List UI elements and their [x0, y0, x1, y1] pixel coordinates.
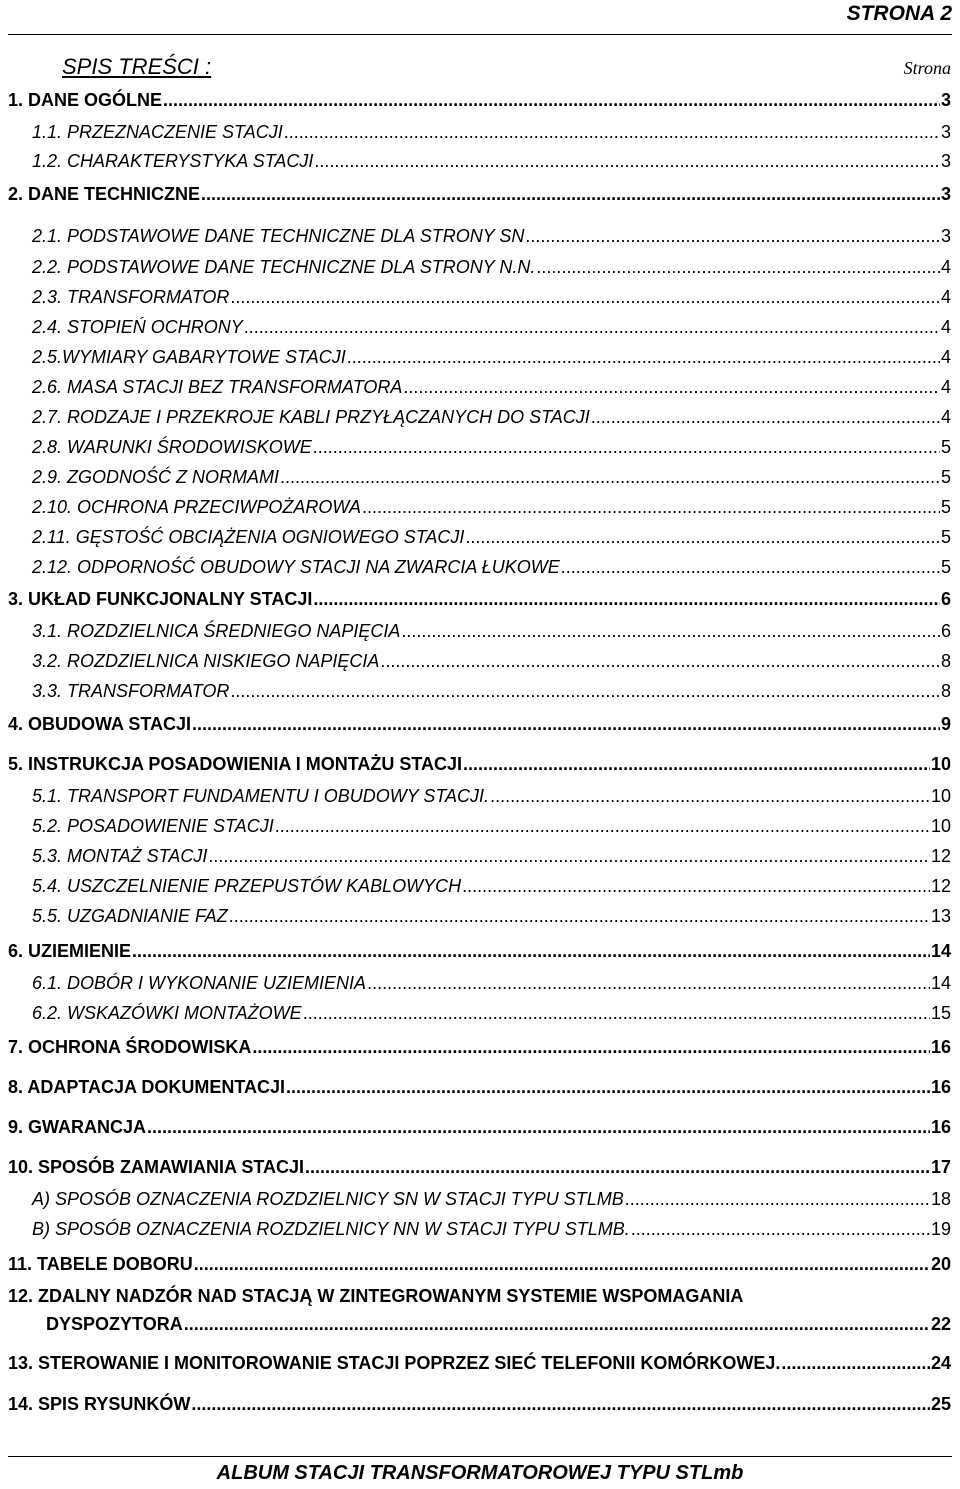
toc-entry-label: 10. SPOSÓB ZAMAWIANIA STACJI — [8, 1157, 305, 1177]
header-page-number: STRONA 2 — [846, 2, 952, 25]
toc-entry[interactable] — [8, 1352, 951, 1374]
toc-entry[interactable] — [32, 905, 951, 927]
toc-entry-label: 3.2. ROZDZIELNICA NISKIEGO NAPIĘCIA — [32, 651, 380, 671]
toc-entry[interactable] — [32, 121, 951, 143]
toc-entry[interactable] — [8, 1253, 951, 1275]
toc-entry-leader — [244, 316, 940, 338]
toc-entry-page: 4 — [940, 407, 951, 427]
toc-entry-label: 2.3. TRANSFORMATOR — [32, 287, 230, 307]
toc-entry-leader — [252, 1036, 930, 1058]
toc-entry[interactable] — [8, 1076, 951, 1098]
toc-entry-page: 13 — [930, 906, 951, 926]
toc-entry-leader — [229, 905, 930, 927]
toc-entry[interactable] — [8, 588, 951, 610]
toc-entry-leader — [208, 845, 930, 867]
toc-entry-page: 8 — [940, 651, 951, 671]
toc-entry-leader — [163, 89, 940, 111]
toc-entry[interactable] — [32, 815, 951, 837]
toc-entry-label: B) SPOSÓB OZNACZENIA ROZDZIELNICY NN W STACJI TYPU STLMB. — [32, 1219, 630, 1239]
toc-entry-label: 2.8. WARUNKI ŚRODOWISKOWE — [32, 437, 312, 457]
toc-entry-leader — [401, 620, 940, 642]
toc-entry[interactable] — [32, 556, 951, 578]
toc-entry-page: 10 — [930, 786, 951, 806]
toc-entry-leader — [303, 1002, 930, 1024]
footer-title: ALBUM STACJI TRANSFORMATOROWEJ TYPU STLmb — [216, 1462, 744, 1484]
toc-entry[interactable] — [32, 225, 951, 247]
toc-entry-label: 1.2. CHARAKTERYSTYKA STACJI — [32, 151, 314, 171]
toc-entry-label: 2. DANE TECHNICZNE — [8, 184, 201, 204]
toc-entry-leader — [194, 1253, 930, 1275]
toc-entry[interactable] — [32, 972, 951, 994]
toc-entry-leader — [403, 376, 940, 398]
toc-entry-leader — [362, 496, 940, 518]
toc-entry-label: 7. OCHRONA ŚRODOWISKA — [8, 1037, 252, 1057]
toc-entry-label: 2.11. GĘSTOŚĆ OBCIĄŻENIA OGNIOWEGO STACJI — [32, 527, 465, 547]
toc-entry-leader — [536, 256, 940, 278]
toc-entry-label: 4. OBUDOWA STACJI — [8, 714, 192, 734]
toc-entry-leader — [313, 436, 940, 458]
toc-entry-label: DYSPOZYTORA — [46, 1314, 183, 1334]
toc-entry-label: 2.1. PODSTAWOWE DANE TECHNICZNE DLA STRONY SN — [32, 226, 525, 246]
toc-entry-label: 2.7. RODZAJE I PRZEKROJE KABLI PRZYŁĄCZANYCH DO STACJI — [32, 407, 590, 427]
toc-entry[interactable] — [8, 1156, 951, 1178]
toc-entry-page: 5 — [940, 527, 951, 547]
toc-entry[interactable] — [8, 1393, 951, 1415]
footer-rule — [8, 1456, 952, 1457]
toc-entry-leader — [380, 650, 940, 672]
toc-entry-page: 4 — [940, 287, 951, 307]
toc-entry-leader — [591, 406, 940, 428]
toc-entry-leader — [367, 972, 930, 994]
toc-entry-label: 3.3. TRANSFORMATOR — [32, 681, 230, 701]
toc-entry-label: 5.3. MONTAŻ STACJI — [32, 846, 208, 866]
toc-entry[interactable] — [8, 1036, 951, 1058]
toc-entry-page: 5 — [940, 467, 951, 487]
toc-entry-page: 9 — [940, 714, 951, 734]
toc-entry-page: 4 — [940, 347, 951, 367]
toc-entry-label: 12. ZDALNY NADZÓR NAD STACJĄ W ZINTEGROWANYM SYSTEMIE WSPOMAGANIA — [8, 1286, 744, 1306]
toc-entry-leader — [465, 526, 940, 548]
toc-entry[interactable] — [32, 286, 951, 308]
toc-entry-page: 4 — [940, 317, 951, 337]
toc-entry-label: 2.12. ODPORNOŚĆ OBUDOWY STACJI NA ZWARCIA ŁUKOWE — [32, 557, 560, 577]
toc-entry-label: 5.1. TRANSPORT FUNDAMENTU I OBUDOWY STACJI. — [32, 786, 490, 806]
toc-entry-page: 20 — [930, 1254, 951, 1274]
toc-entry-leader — [230, 680, 940, 702]
toc-entry[interactable] — [32, 1002, 951, 1024]
toc-entry-page: 17 — [930, 1157, 951, 1177]
toc-entry[interactable] — [8, 89, 951, 111]
toc-entry[interactable] — [32, 785, 951, 807]
toc-entry-page: 3 — [940, 151, 951, 171]
toc-entry-label: 13. STEROWANIE I MONITOROWANIE STACJI POPRZEZ SIEĆ TELEFONII KOMÓRKOWEJ. — [8, 1353, 781, 1373]
toc-entry-label: 5.2. POSADOWIENIE STACJI — [32, 816, 274, 836]
toc-entry-label: 2.5.WYMIARY GABARYTOWE STACJI — [32, 347, 346, 367]
toc-entry-label: 6. UZIEMIENIE — [8, 941, 132, 961]
toc-entry-label: 6.2. WSKAZÓWKI MONTAŻOWE — [32, 1003, 302, 1023]
toc-entry-page: 3 — [940, 226, 951, 246]
toc-entry-page: 5 — [940, 437, 951, 457]
toc-entry[interactable] — [32, 256, 951, 278]
toc-entry-label: 11. TABELE DOBORU — [8, 1254, 193, 1274]
toc-entry-page: 14 — [930, 941, 951, 961]
toc-entry-leader — [280, 466, 940, 488]
toc-entry-page: 6 — [940, 589, 951, 609]
toc-entry-page: 4 — [940, 377, 951, 397]
toc-entry-label: 8. ADAPTACJA DOKUMENTACJI — [8, 1077, 286, 1097]
toc-entry[interactable] — [32, 316, 951, 338]
toc-entry-leader — [625, 1188, 930, 1210]
toc-entry[interactable] — [32, 1218, 951, 1240]
toc-entry[interactable] — [32, 466, 951, 488]
toc-entry-leader — [490, 785, 930, 807]
toc-entry-leader — [192, 713, 940, 735]
toc-entry-label: 9. GWARANCJA — [8, 1117, 147, 1137]
toc-entry-page: 3 — [940, 122, 951, 142]
toc-entry-label: 2.6. MASA STACJI BEZ TRANSFORMATORA — [32, 377, 403, 397]
toc-entry[interactable] — [32, 376, 951, 398]
toc-entry-leader — [314, 150, 940, 172]
toc-entry-leader — [132, 940, 930, 962]
toc-entry-leader — [147, 1116, 930, 1138]
toc-entry[interactable] — [46, 1313, 951, 1335]
toc-entry[interactable] — [32, 526, 951, 548]
toc-entry-label: 3.1. ROZDZIELNICA ŚREDNIEGO NAPIĘCIA — [32, 621, 401, 641]
toc-entry[interactable] — [8, 1285, 951, 1307]
toc-entry[interactable] — [8, 940, 951, 962]
toc-entry-leader — [230, 286, 940, 308]
toc-entry-leader — [781, 1352, 930, 1374]
toc-entry[interactable] — [32, 406, 951, 428]
toc-entry-label: 1. DANE OGÓLNE — [8, 90, 163, 110]
toc-entry-page: 19 — [930, 1219, 951, 1239]
toc-entry-page: 15 — [930, 1003, 951, 1023]
toc-entry-label: 1.1. PRZEZNACZENIE STACJI — [32, 122, 283, 142]
toc-entry-leader — [286, 1076, 930, 1098]
toc-entry-leader — [525, 225, 940, 247]
toc-entry-page: 4 — [940, 257, 951, 277]
toc-entry[interactable] — [8, 1116, 951, 1138]
toc-entry-label: 3. UKŁAD FUNKCJONALNY STACJI — [8, 589, 313, 609]
toc-entry-page: 12 — [930, 846, 951, 866]
toc-entry[interactable] — [32, 650, 951, 672]
toc-entry-label: A) SPOSÓB OZNACZENIA ROZDZIELNICY SN W STACJI TYPU STLMB — [32, 1189, 624, 1209]
toc-entry-leader — [313, 588, 940, 610]
toc-entry-label: 5.5. UZGADNIANIE FAZ — [32, 906, 228, 926]
toc-entry-label: 5. INSTRUKCJA POSADOWIENIA I MONTAŻU STACJI — [8, 754, 463, 774]
toc-entry-page: 16 — [930, 1077, 951, 1097]
toc-entry-leader — [462, 875, 930, 897]
toc-entry-page: 24 — [930, 1353, 951, 1373]
toc-entry-leader — [463, 753, 930, 775]
toc-entry[interactable] — [8, 183, 951, 205]
toc-entry-page: 16 — [930, 1117, 951, 1137]
toc-entry-page: 10 — [930, 816, 951, 836]
toc-entry-leader — [631, 1218, 930, 1240]
toc-entry[interactable] — [32, 680, 951, 702]
header-rule — [8, 34, 952, 35]
toc-page-column-label: Strona — [903, 58, 951, 78]
toc-entry[interactable] — [32, 150, 951, 172]
toc-entry[interactable] — [32, 436, 951, 458]
toc-entry-leader — [561, 556, 940, 578]
toc-entry-page: 3 — [940, 184, 951, 204]
toc-entry-page: 12 — [930, 876, 951, 896]
toc-entry[interactable] — [32, 845, 951, 867]
toc-entry[interactable] — [8, 713, 951, 735]
toc-entry[interactable] — [32, 875, 951, 897]
toc-entry-page: 6 — [940, 621, 951, 641]
toc-entry-label: 5.4. USZCZELNIENIE PRZEPUSTÓW KABLOWYCH — [32, 876, 462, 896]
toc-entry-page: 5 — [940, 497, 951, 517]
toc-entry-page: 22 — [930, 1314, 951, 1334]
toc-entry-page: 14 — [930, 973, 951, 993]
toc-entry-page: 25 — [930, 1394, 951, 1414]
toc-entry-leader — [305, 1156, 930, 1178]
toc-entry-label: 14. SPIS RYSUNKÓW — [8, 1394, 191, 1414]
toc-entry-label: 2.2. PODSTAWOWE DANE TECHNICZNE DLA STRONY N.N. — [32, 257, 536, 277]
toc-entry-leader — [201, 183, 940, 205]
toc-entry-leader — [347, 346, 940, 368]
toc-entry-leader — [275, 815, 930, 837]
toc-entry-leader — [284, 121, 940, 143]
toc-entry-label: 2.10. OCHRONA PRZECIWPOŻAROWA — [32, 497, 362, 517]
toc-entry-page: 8 — [940, 681, 951, 701]
toc-entry-page: 5 — [940, 557, 951, 577]
toc-entry-label: 6.1. DOBÓR I WYKONANIE UZIEMIENIA — [32, 973, 367, 993]
toc-entry-page: 18 — [930, 1189, 951, 1209]
toc-entry-page: 3 — [940, 90, 951, 110]
toc-entry-leader — [184, 1313, 930, 1335]
toc-entry[interactable] — [32, 620, 951, 642]
toc-title: SPIS TREŚCI : — [62, 54, 212, 79]
toc-entry-label: 2.4. STOPIEŃ OCHRONY — [32, 317, 243, 337]
toc-entry-leader — [191, 1393, 930, 1415]
toc-entry[interactable] — [32, 1188, 951, 1210]
toc-entry[interactable] — [32, 346, 951, 368]
toc-entry-page: 16 — [930, 1037, 951, 1057]
toc-entry-label: 2.9. ZGODNOŚĆ Z NORMAMI — [32, 467, 280, 487]
toc-entry-page: 10 — [930, 754, 951, 774]
toc-entry[interactable] — [8, 753, 951, 775]
toc-entry[interactable] — [32, 496, 951, 518]
